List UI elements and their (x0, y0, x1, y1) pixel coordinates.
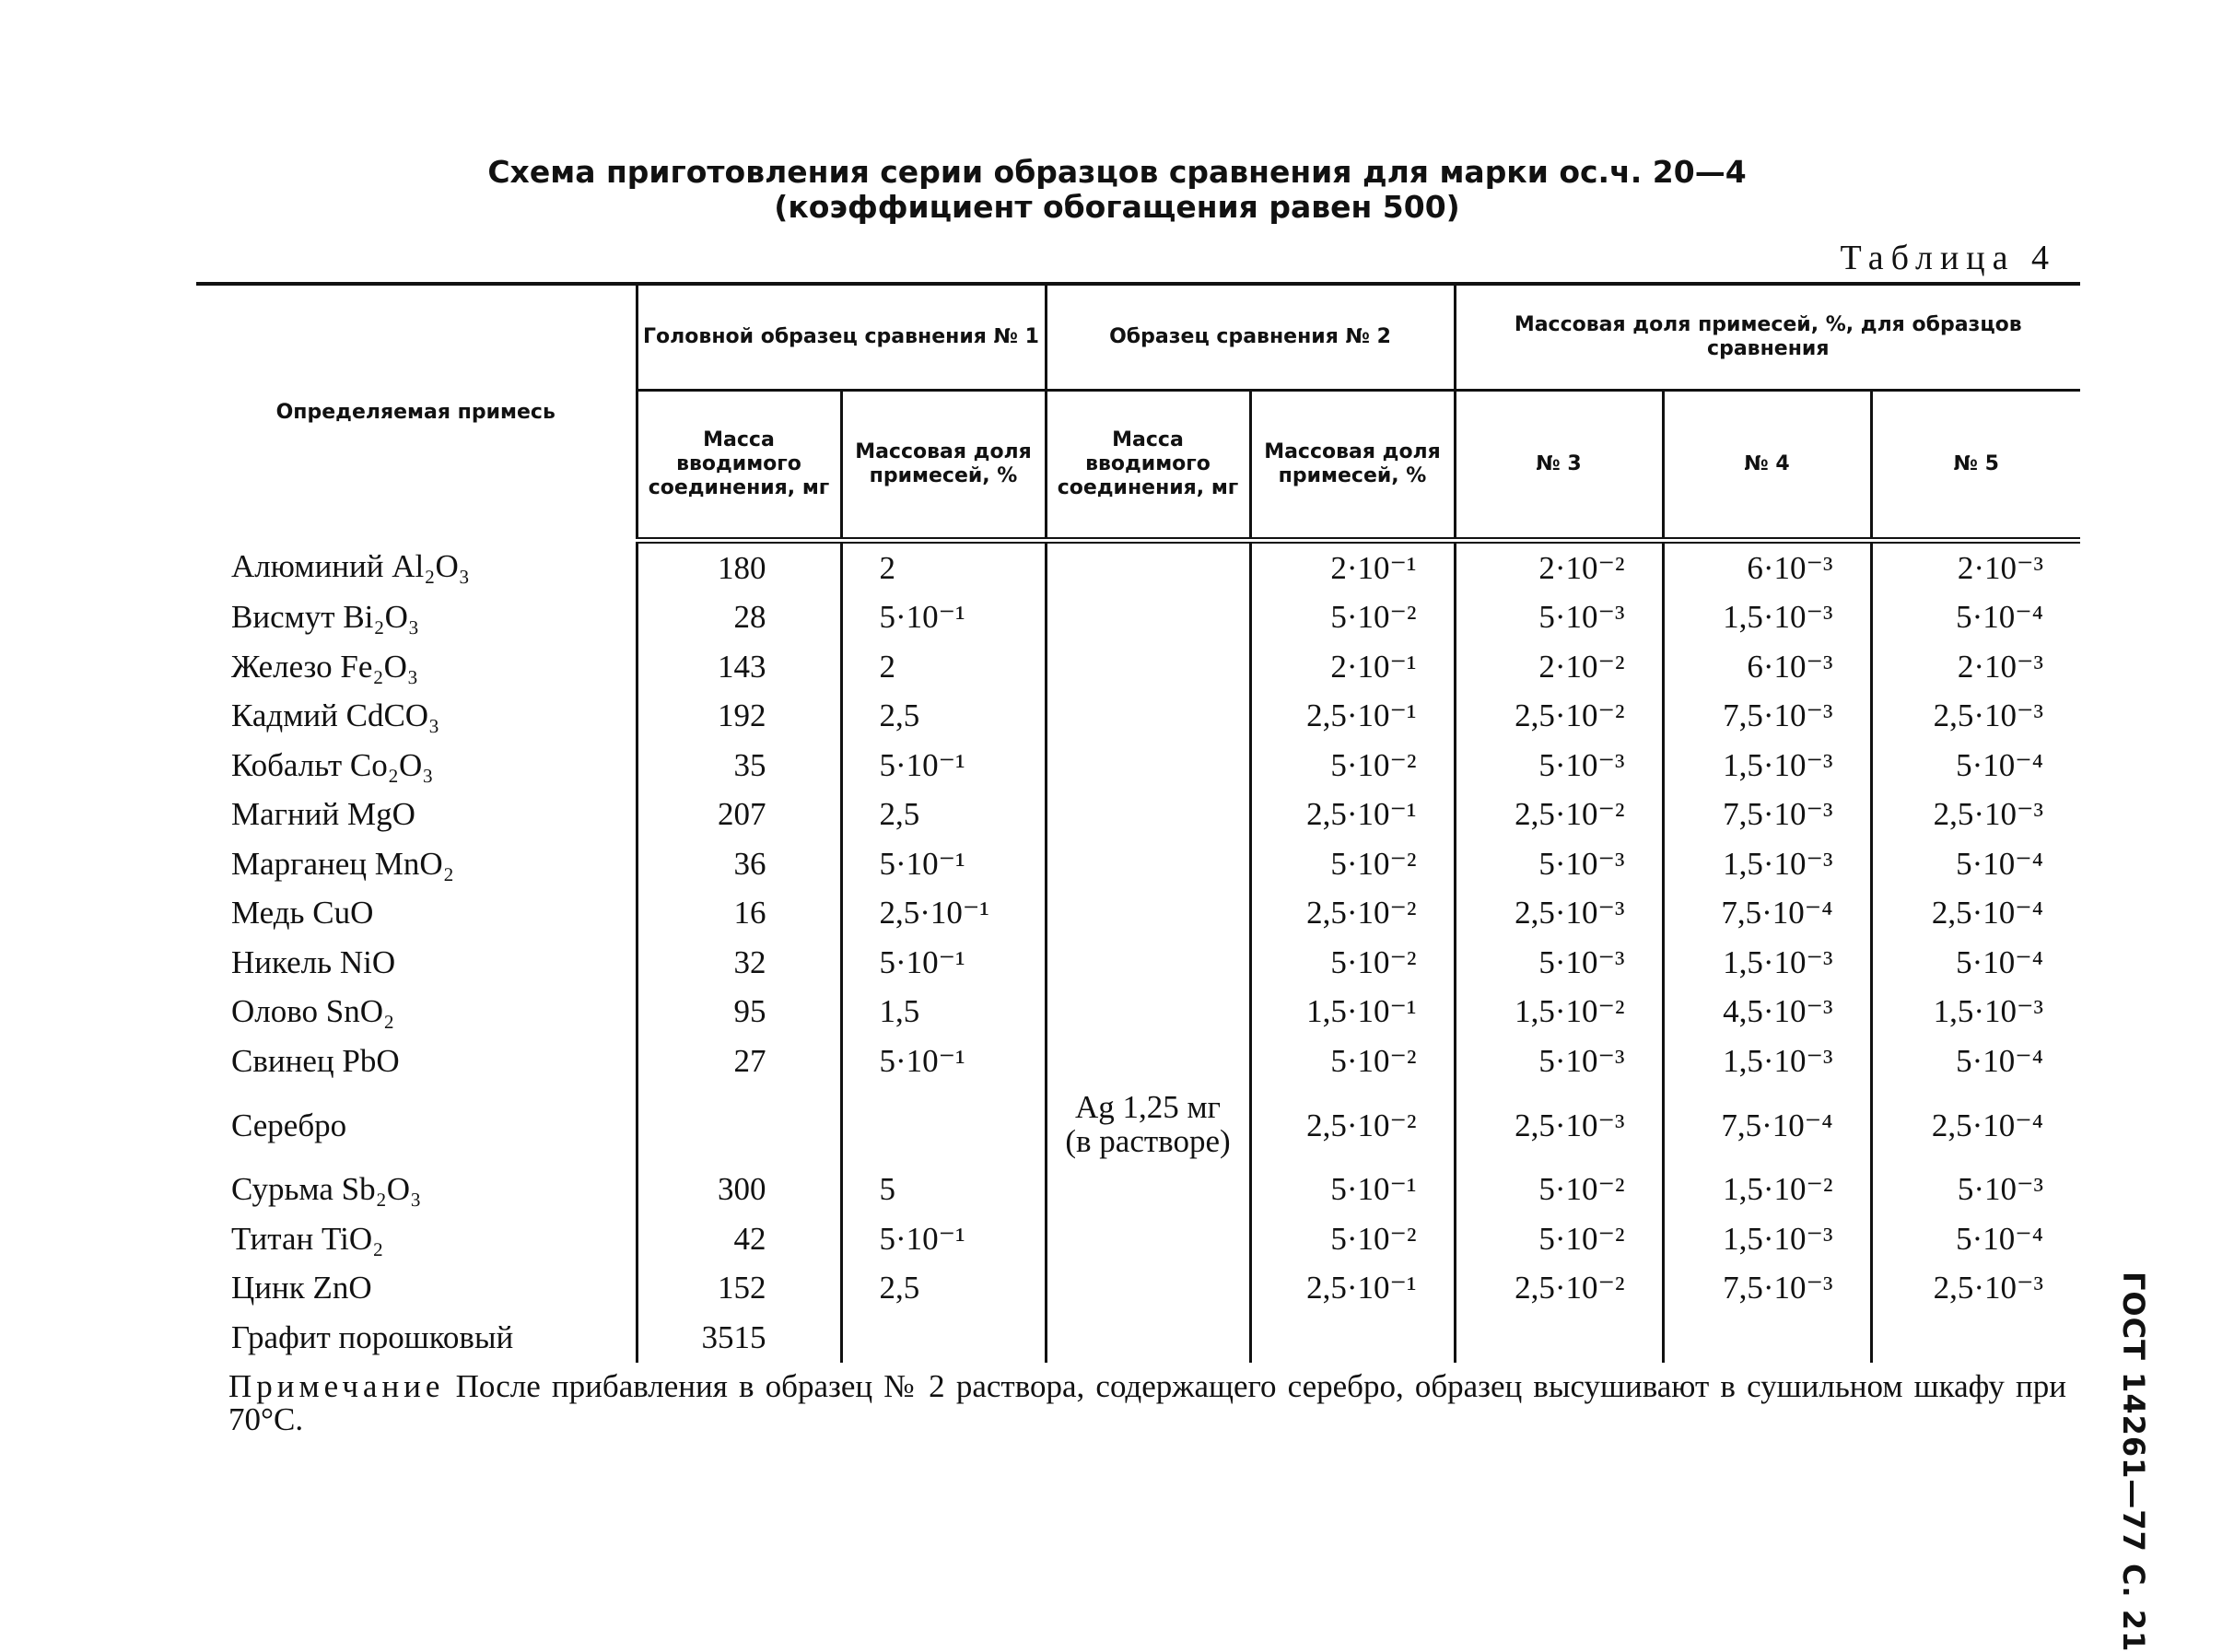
compound-formula: TiO₂ (321, 1220, 384, 1257)
sample-4-cell: 6·10⁻³ (1663, 642, 1871, 692)
mass-fraction-cell-1: 2,5 (841, 1264, 1046, 1314)
sample-5-cell: 5·10⁻³ (1871, 1166, 2080, 1215)
impurity-name: Алюминий (231, 548, 384, 584)
impurity-name: Графит порошковый (231, 1318, 514, 1355)
sample-4-cell: 7,5·10⁻³ (1663, 791, 1871, 840)
mass-fraction-cell-1: 2 (841, 541, 1046, 593)
sample-4-cell: 6·10⁻³ (1663, 541, 1871, 593)
sample-5-cell: 2,5·10⁻³ (1871, 791, 2080, 840)
mass-fraction-cell-1 (841, 1313, 1046, 1363)
mass-fraction-cell-1 (841, 1086, 1046, 1166)
mass-fraction-cell-2: 2,5·10⁻¹ (1250, 1264, 1455, 1314)
mass-fraction-cell-1: 2,5·10⁻¹ (841, 889, 1046, 939)
sample-4-cell: 7,5·10⁻⁴ (1663, 889, 1871, 939)
impurity-name-cell (196, 1313, 637, 1363)
note-label: Примечание (228, 1368, 445, 1404)
sample-4-cell: 1,5·10⁻³ (1663, 741, 1871, 791)
compound-formula: NiO (339, 943, 396, 980)
impurity-name: Кадмий (231, 697, 338, 734)
sample-3-cell: 5·10⁻³ (1455, 938, 1663, 988)
mass-compound-cell: 152 (637, 1264, 841, 1314)
mass-fraction-cell-1: 1,5 (841, 988, 1046, 1037)
mass-compound-cell: 95 (637, 988, 841, 1037)
mass-compound-cell: 27 (637, 1037, 841, 1086)
sample-5-cell: 2·10⁻³ (1871, 642, 2080, 692)
mass-fraction-cell-2: 5·10⁻² (1250, 1214, 1455, 1264)
sample-4-cell: 1,5·10⁻³ (1663, 593, 1871, 643)
impurity-name-cell (196, 889, 637, 939)
impurity-name-cell (196, 1214, 637, 1264)
mass-fraction-cell-1: 2,5 (841, 791, 1046, 840)
sample-3-cell: 5·10⁻³ (1455, 1037, 1663, 1086)
sample-5-cell: 2,5·10⁻³ (1871, 692, 2080, 742)
impurity-header: Определяемая примесь (196, 284, 637, 541)
impurity-name: Серебро (231, 1107, 347, 1143)
mass-fraction-cell-2: 5·10⁻¹ (1250, 1166, 1455, 1215)
mass-fraction-cell-2: 5·10⁻² (1250, 938, 1455, 988)
mass-fraction-cell-1: 5 (841, 1166, 1046, 1215)
mass-fraction-cell-2: 2,5·10⁻¹ (1250, 791, 1455, 840)
sample-4-cell: 1,5·10⁻² (1663, 1166, 1871, 1215)
sample-4-cell: 1,5·10⁻³ (1663, 839, 1871, 889)
impurity-name: Марганец (231, 845, 368, 882)
mass-compound-cell: 36 (637, 839, 841, 889)
mass-fraction-cell-1: 5·10⁻¹ (841, 741, 1046, 791)
compound-formula: SnO₂ (325, 993, 395, 1030)
sample-3-cell: 2·10⁻² (1455, 642, 1663, 692)
sample-3-cell: 2,5·10⁻² (1455, 1264, 1663, 1314)
mass-compound-cell: 180 (637, 541, 841, 593)
sample-3-cell: 5·10⁻³ (1455, 741, 1663, 791)
impurity-name: Олово (231, 993, 319, 1030)
silver-mass-label: Ag 1,25 мг (1074, 1088, 1222, 1125)
mass-fraction-cell-1: 5·10⁻¹ (841, 593, 1046, 643)
sample-5-cell: 5·10⁻⁴ (1871, 593, 2080, 643)
impurity-name-cell (196, 839, 637, 889)
sample-5-cell: 1,5·10⁻³ (1871, 988, 2080, 1037)
sample-3-cell: 2,5·10⁻³ (1455, 1086, 1663, 1166)
mass-compound-cell: 28 (637, 593, 841, 643)
impurity-name: Висмут (231, 599, 335, 636)
impurity-name-cell (196, 541, 637, 593)
sample-4-cell: 4,5·10⁻³ (1663, 988, 1871, 1037)
sample-4-cell: 1,5·10⁻³ (1663, 938, 1871, 988)
compound-formula: Al₂O₃ (392, 548, 470, 584)
mass-fraction-cell-1: 5·10⁻¹ (841, 1214, 1046, 1264)
group1-header: Головной образец сравнения № 1 (637, 284, 1046, 391)
mass-fraction-cell-2: 2·10⁻¹ (1250, 642, 1455, 692)
sample-3-cell (1455, 1313, 1663, 1363)
sample-4-cell: 1,5·10⁻³ (1663, 1037, 1871, 1086)
impurity-name-cell (196, 642, 637, 692)
sample-4-cell (1663, 1313, 1871, 1363)
standard-page-marker: ГОСТ 14261—77 С. 21 (2116, 1271, 2151, 1652)
mass-fraction-cell-2 (1250, 1313, 1455, 1363)
mass-compound-header-2: Масса вводимого соединения, мг (1046, 391, 1250, 541)
sample-3-cell: 5·10⁻³ (1455, 839, 1663, 889)
compound-formula: CuO (312, 895, 374, 931)
mass-compound-cell: 42 (637, 1214, 841, 1264)
mass-compound-cell: 16 (637, 889, 841, 939)
compound-formula: CdCO₃ (345, 697, 440, 734)
sample-3-cell: 2,5·10⁻³ (1455, 889, 1663, 939)
mass-fraction-header-2: Массовая доля примесей, % (1250, 391, 1455, 541)
group3-header: Массовая доля примесей, %, для образцов сравнения (1455, 284, 2080, 391)
mass-compound-cell: 32 (637, 938, 841, 988)
sample-5-cell: 5·10⁻⁴ (1871, 1037, 2080, 1086)
sample-3-cell: 5·10⁻² (1455, 1166, 1663, 1215)
note-text: После прибавления в образец № 2 раствора, содержащего серебро, образец высушивают в сушильном шкафу при 70°C. (228, 1368, 2067, 1437)
sample-5-cell: 5·10⁻⁴ (1871, 839, 2080, 889)
impurity-name-cell (196, 1166, 637, 1215)
impurity-name: Свинец (231, 1042, 334, 1079)
mass-fraction-cell-2: 5·10⁻² (1250, 1037, 1455, 1086)
mass-compound-cell-2 (1046, 1313, 1250, 1363)
sample-4-cell: 7,5·10⁻⁴ (1663, 1086, 1871, 1166)
sample-5-cell: 5·10⁻⁴ (1871, 938, 2080, 988)
mass-fraction-cell-2: 5·10⁻² (1250, 839, 1455, 889)
impurity-name-cell (196, 741, 637, 791)
impurity-name: Железо (231, 648, 333, 685)
mass-fraction-cell-1: 5·10⁻¹ (841, 839, 1046, 889)
sample-3-cell: 2,5·10⁻² (1455, 791, 1663, 840)
impurity-name-cell (196, 1037, 637, 1086)
sample-5-cell: 2,5·10⁻⁴ (1871, 889, 2080, 939)
impurity-name: Кобальт (231, 746, 343, 783)
impurity-name: Сурьма (231, 1171, 333, 1208)
reference-samples-table (196, 282, 2080, 1363)
impurity-name: Титан (231, 1220, 314, 1257)
sample-4-cell: 1,5·10⁻³ (1663, 1214, 1871, 1264)
title-line-2: (коэффициент обогащения равен 500) (774, 189, 1460, 225)
impurity-name-cell (196, 1086, 637, 1166)
compound-formula: Bi₂O₃ (343, 599, 420, 636)
sample-3-cell: 2,5·10⁻² (1455, 692, 1663, 742)
sample-5-header: № 5 (1871, 391, 2080, 541)
mass-compound-cell (637, 1086, 841, 1166)
table-row (196, 541, 2080, 593)
sample-5-cell: 5·10⁻⁴ (1871, 741, 2080, 791)
compound-formula: MnO₂ (374, 845, 454, 882)
sample-5-cell: 2·10⁻³ (1871, 541, 2080, 593)
footnote (228, 1370, 2066, 1436)
impurity-name: Магний (231, 796, 340, 833)
impurity-name: Никель (231, 943, 333, 980)
sample-3-cell: 2·10⁻² (1455, 541, 1663, 593)
table-row (196, 1313, 2080, 1363)
impurity-name-cell (196, 938, 637, 988)
impurity-name: Медь (231, 895, 305, 931)
silver-solution-label: (в растворе) (1065, 1122, 1231, 1159)
mass-compound-cell: 3515 (637, 1313, 841, 1363)
mass-compound-cell: 300 (637, 1166, 841, 1215)
mass-fraction-header-1: Массовая доля примесей, % (841, 391, 1046, 541)
impurity-name-cell (196, 593, 637, 643)
sample-5-cell (1871, 1313, 2080, 1363)
compound-formula: Co₂O₃ (349, 746, 434, 783)
table-label: Таблица 4 (1840, 239, 2056, 277)
impurity-name-cell (196, 692, 637, 742)
sample-5-cell: 5·10⁻⁴ (1871, 1214, 2080, 1264)
compound-formula: Fe₂O₃ (340, 648, 419, 685)
silver-solution-cell (1046, 541, 1250, 1314)
sample-3-cell: 5·10⁻³ (1455, 593, 1663, 643)
mass-fraction-cell-1: 5·10⁻¹ (841, 938, 1046, 988)
sample-3-cell: 1,5·10⁻² (1455, 988, 1663, 1037)
mass-fraction-cell-1: 5·10⁻¹ (841, 1037, 1046, 1086)
sample-4-cell: 7,5·10⁻³ (1663, 1264, 1871, 1314)
mass-fraction-cell-2: 2,5·10⁻¹ (1250, 692, 1455, 742)
sample-4-header: № 4 (1663, 391, 1871, 541)
compound-formula: ZnO (312, 1270, 372, 1306)
mass-fraction-cell-2: 5·10⁻² (1250, 741, 1455, 791)
sample-5-cell: 2,5·10⁻⁴ (1871, 1086, 2080, 1166)
title-line-1: Схема приготовления серии образцов сравнения для марки ос.ч. 20—4 (487, 154, 1747, 190)
sample-3-header: № 3 (1455, 391, 1663, 541)
mass-fraction-cell-2: 2·10⁻¹ (1250, 541, 1455, 593)
mass-fraction-cell-1: 2 (841, 642, 1046, 692)
compound-formula: Sb₂O₃ (341, 1171, 422, 1208)
mass-fraction-cell-2: 2,5·10⁻² (1250, 889, 1455, 939)
mass-fraction-cell-2: 5·10⁻² (1250, 593, 1455, 643)
mass-compound-header-1: Масса вводимого соединения, мг (637, 391, 841, 541)
impurity-name-cell (196, 791, 637, 840)
mass-compound-cell: 192 (637, 692, 841, 742)
compound-formula: MgO (346, 796, 415, 833)
compound-formula: PbO (342, 1042, 400, 1079)
mass-compound-cell: 207 (637, 791, 841, 840)
impurity-name-cell (196, 1264, 637, 1314)
mass-fraction-cell-2: 2,5·10⁻² (1250, 1086, 1455, 1166)
sample-5-cell: 2,5·10⁻³ (1871, 1264, 2080, 1314)
sample-3-cell: 5·10⁻² (1455, 1214, 1663, 1264)
impurity-name: Цинк (231, 1270, 305, 1306)
mass-fraction-cell-1: 2,5 (841, 692, 1046, 742)
sample-4-cell: 7,5·10⁻³ (1663, 692, 1871, 742)
mass-compound-cell: 143 (637, 642, 841, 692)
impurity-name-cell (196, 988, 637, 1037)
mass-compound-cell: 35 (637, 741, 841, 791)
mass-fraction-cell-2: 1,5·10⁻¹ (1250, 988, 1455, 1037)
group2-header: Образец сравнения № 2 (1046, 284, 1455, 391)
